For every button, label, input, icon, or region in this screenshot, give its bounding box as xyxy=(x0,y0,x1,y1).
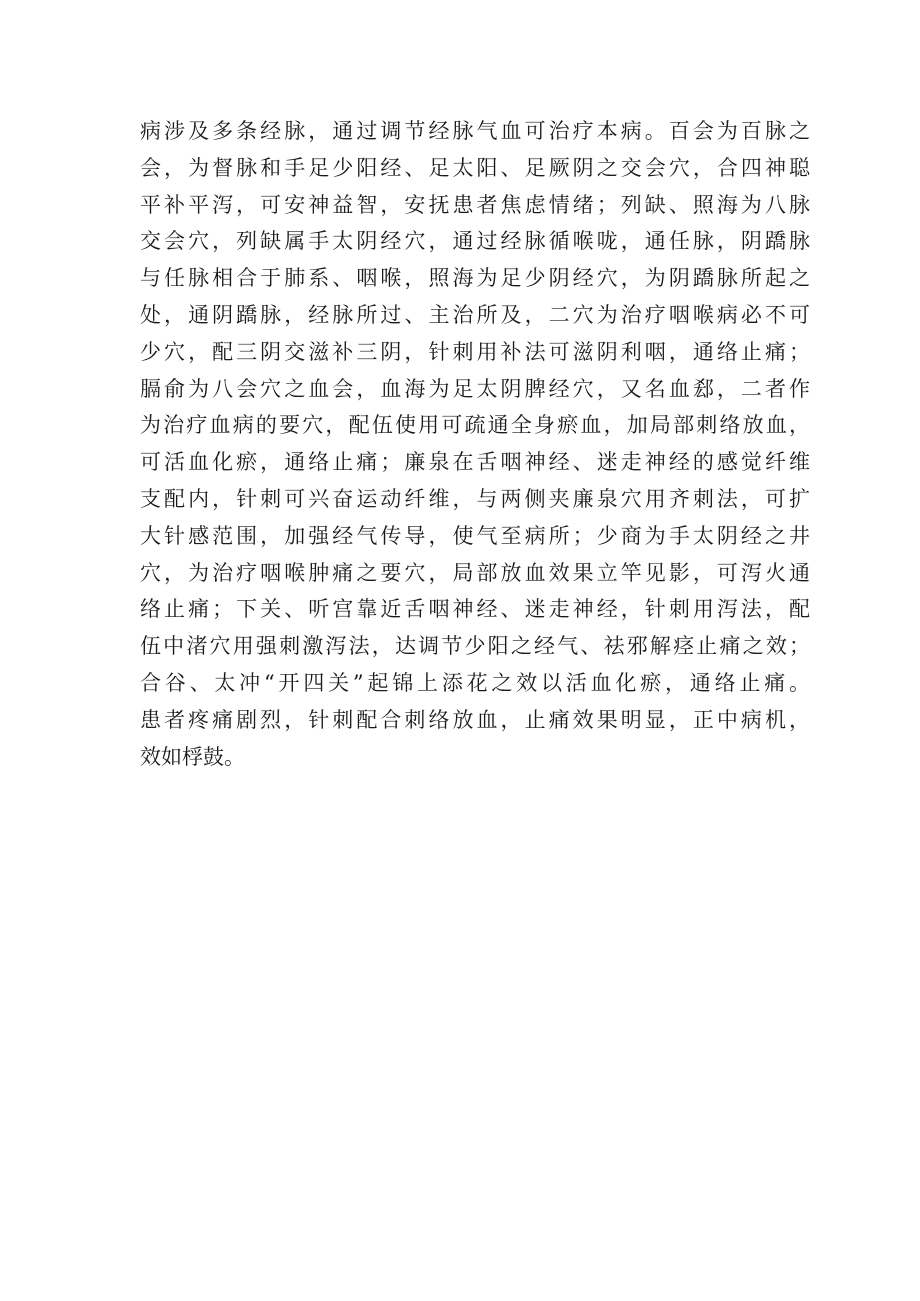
paragraph-line: 合谷、太冲“开四关”起锦上添花之效以活血化瘀，通络止痛。 xyxy=(140,670,810,695)
paragraph-line: 大针感范围，加强经气传导，使气至病所；少商为手太阴经之井 xyxy=(140,523,810,548)
paragraph-line: 为治疗血病的要穴，配伍使用可疏通全身瘀血，加局部刺络放血， xyxy=(140,413,810,438)
paragraph-line: 支配内，针刺可兴奋运动纤维，与两侧夹廉泉穴用齐刺法，可扩 xyxy=(140,486,810,511)
body-paragraph xyxy=(140,113,810,775)
paragraph-line: 效如桴鼓。 xyxy=(140,744,245,769)
paragraph-line: 可活血化瘀，通络止痛；廉泉在舌咽神经、迷走神经的感觉纤维 xyxy=(140,450,810,475)
paragraph-line: 交会穴，列缺属手太阴经穴，通过经脉循喉咙，通任脉，阴蹻脉 xyxy=(140,229,810,254)
paragraph-line: 伍中渚穴用强刺激泻法，达调节少阳之经气、祛邪解痉止痛之效； xyxy=(140,634,810,659)
paragraph-line: 络止痛；下关、听宫靠近舌咽神经、迷走神经，针刺用泻法，配 xyxy=(140,597,810,622)
paragraph-line: 穴，为治疗咽喉肿痛之要穴，局部放血效果立竿见影，可泻火通 xyxy=(140,560,810,585)
paragraph-line: 处，通阴蹻脉，经脉所过、主治所及，二穴为治疗咽喉病必不可 xyxy=(140,302,810,327)
paragraph-line: 会，为督脉和手足少阳经、足太阳、足厥阴之交会穴，合四神聪 xyxy=(140,155,810,180)
paragraph-line: 病涉及多条经脉，通过调节经脉气血可治疗本病。百会为百脉之 xyxy=(140,119,810,143)
paragraph-line: 患者疼痛剧烈，针刺配合刺络放血，止痛效果明显，正中病机， xyxy=(140,707,810,732)
paragraph-line: 与任脉相合于肺系、咽喉，照海为足少阴经穴，为阴蹻脉所起之 xyxy=(140,266,810,291)
paragraph-line: 平补平泻，可安神益智，安抚患者焦虑情绪；列缺、照海为八脉 xyxy=(140,192,810,217)
paragraph-line: 膈俞为八会穴之血会，血海为足太阴脾经穴，又名血郄，二者作 xyxy=(140,376,810,401)
paragraph-line: 少穴，配三阴交滋补三阴，针刺用补法可滋阴利咽，通络止痛； xyxy=(140,339,810,364)
